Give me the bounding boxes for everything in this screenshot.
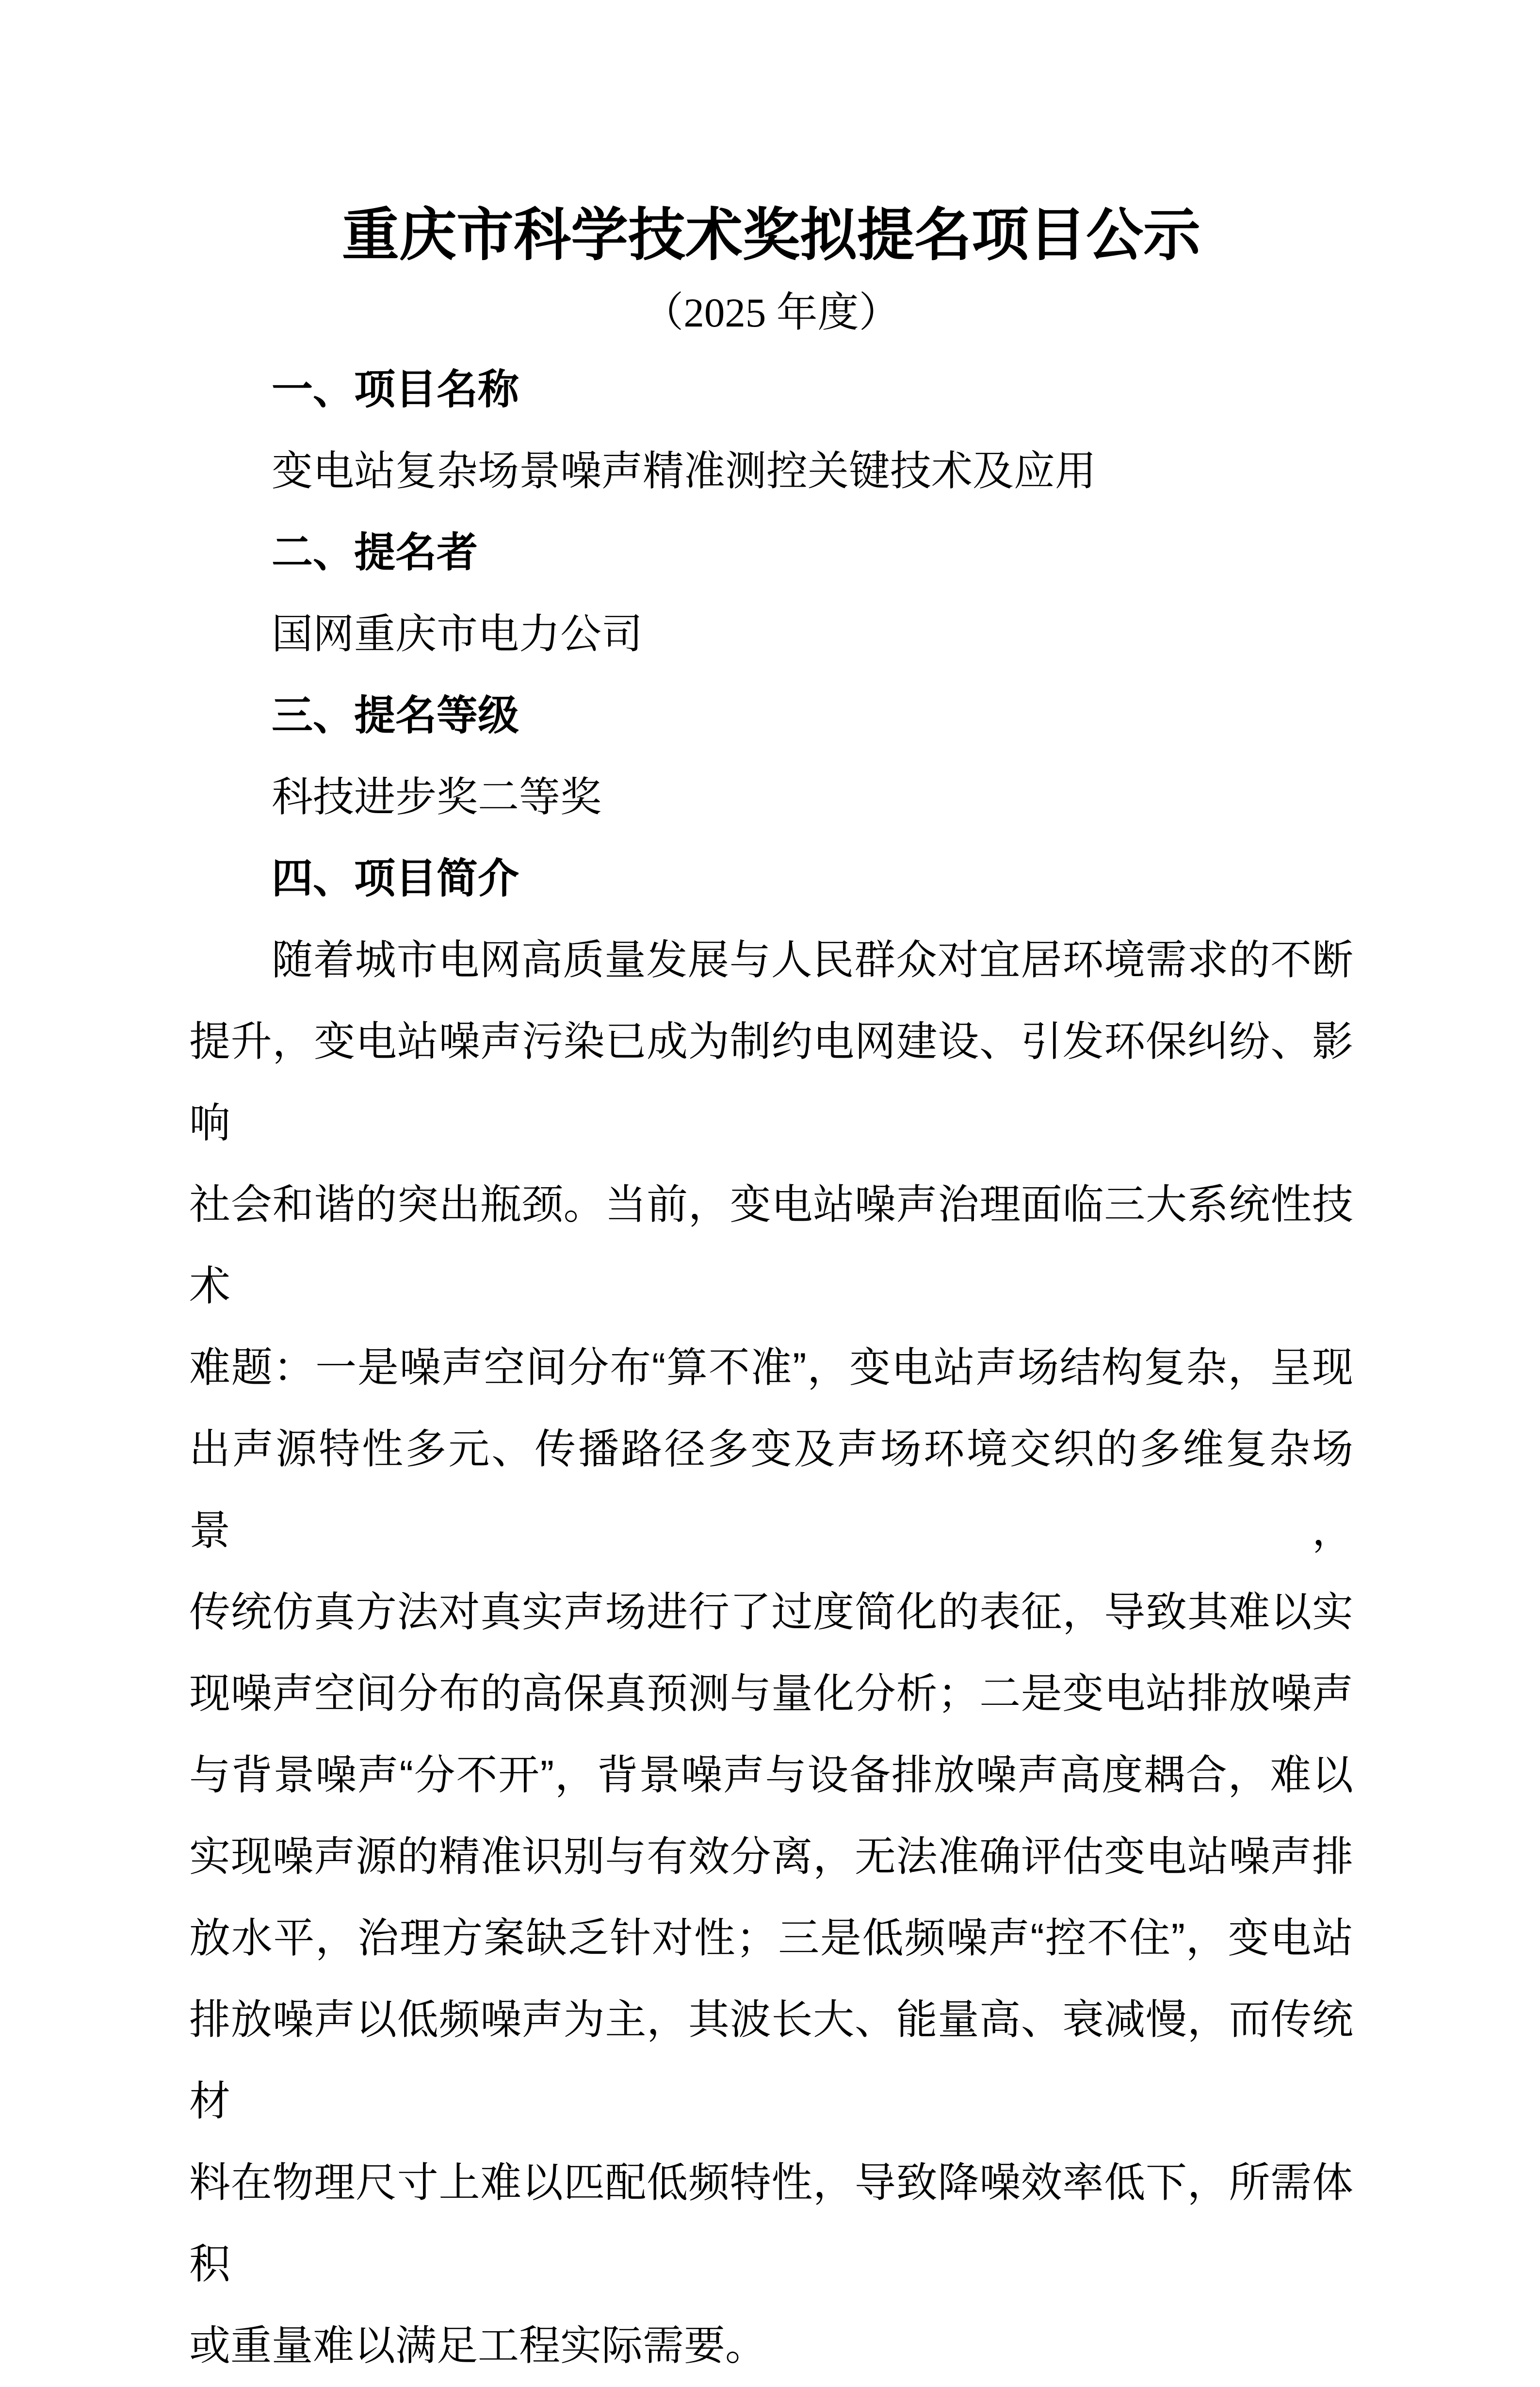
paragraph-line: 或重量难以满足工程实际需要。 <box>189 2323 767 2369</box>
section-body-award-level: 科技进步奖二等奖 <box>272 774 602 820</box>
paragraph-line: 与背景噪声“分不开”，背景噪声与设备排放噪声高度耦合，难以 <box>189 1752 1353 1798</box>
section-body-nominator: 国网重庆市电力公司 <box>272 611 643 657</box>
paragraph-line: 传统仿真方法对真实声场进行了过度简化的表征，导致其难以实 <box>189 1589 1353 1635</box>
paragraph-line: 现噪声空间分布的高保真预测与量化分析；二是变电站排放噪声 <box>189 1671 1353 1717</box>
intro-paragraph <box>189 920 1353 2387</box>
paragraph-line: 排放噪声以低频噪声为主，其波长大、能量高、衰减慢，而传统材 <box>189 1997 1353 2125</box>
section-body-project-name: 变电站复杂场景噪声精准测控关键技术及应用 <box>272 448 1097 494</box>
section-heading-project-intro: 四、项目简介 <box>272 856 519 902</box>
document-subtitle: （2025 年度） <box>642 290 900 336</box>
section-heading-project-name: 一、项目名称 <box>272 367 519 413</box>
section-heading-nominator: 二、提名者 <box>272 530 478 576</box>
document-title: 重庆市科学技术奖拟提名项目公示 <box>341 203 1200 267</box>
paragraph-line: 实现噪声源的精准识别与有效分离，无法准确评估变电站噪声排 <box>189 1834 1353 1880</box>
paragraph-line: 社会和谐的突出瓶颈。当前，变电站噪声治理面临三大系统性技术 <box>189 1182 1353 1309</box>
section-heading-award-level: 三、提名等级 <box>272 693 519 739</box>
paragraph-line: 提升，变电站噪声污染已成为制约电网建设、引发环保纠纷、影响 <box>189 1019 1353 1146</box>
paragraph-line: 难题：一是噪声空间分布“算不准”，变电站声场结构复杂，呈现 <box>189 1345 1353 1391</box>
paragraph-line: 放水平，治理方案缺乏针对性；三是低频噪声“控不住”，变电站 <box>189 1915 1353 1962</box>
paragraph-line: 料在物理尺寸上难以匹配低频特性，导致降噪效率低下，所需体积 <box>189 2160 1353 2288</box>
paragraph-line: 出声源特性多元、传播路径多变及声场环境交织的多维复杂场景， <box>189 1426 1353 1554</box>
paragraph-line: 随着城市电网高质量发展与人民群众对宜居环境需求的不断 <box>272 937 1353 983</box>
